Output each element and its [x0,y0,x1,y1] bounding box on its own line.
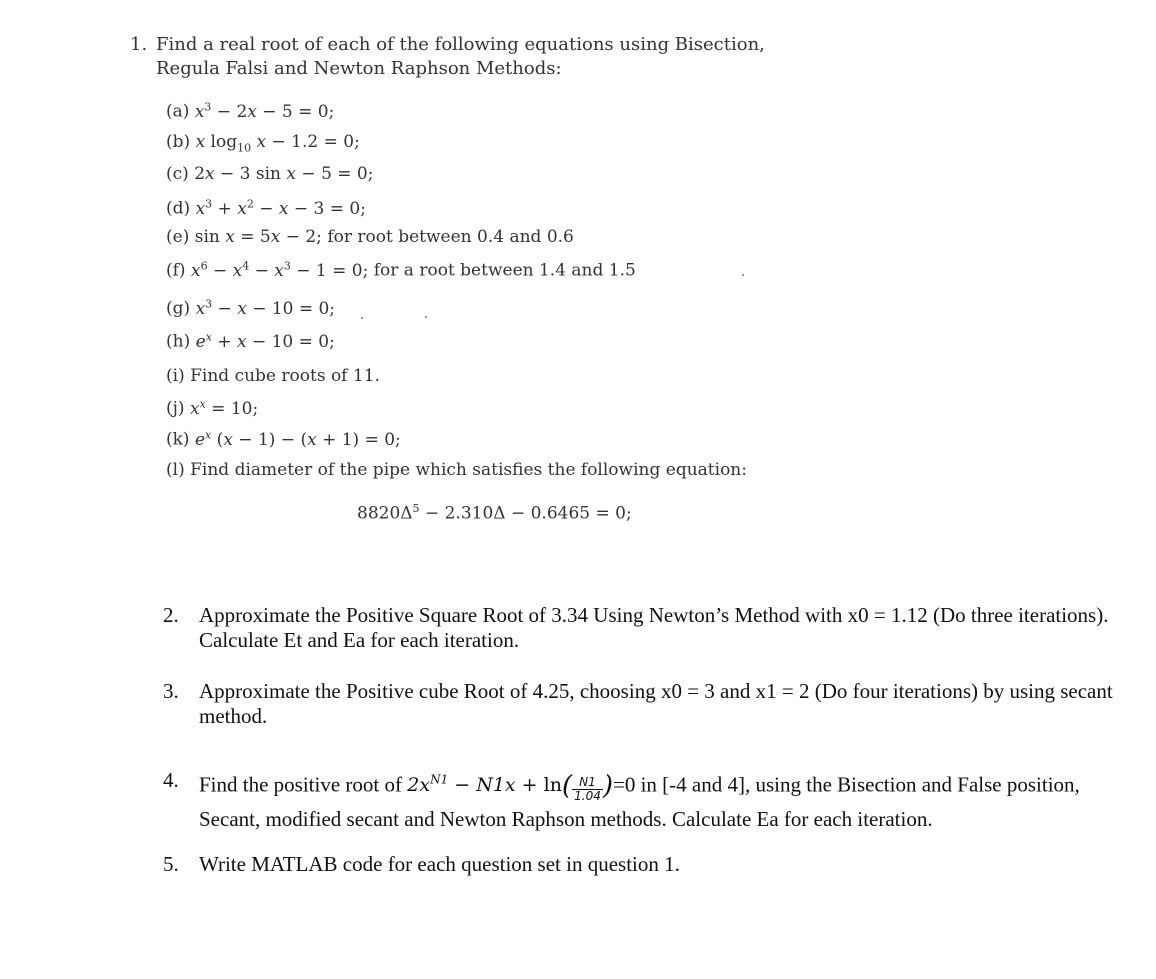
question-5 [163,852,1123,877]
question-number: 5. [163,852,179,876]
sub-item-i [166,366,380,386]
item-label: (k) [166,429,190,450]
item-text: Find cube roots of 11. [190,366,380,386]
question-suffix: =0 in [-4 and 4], using the Bisection and False position, Secant, modified secant and Newton Raphson methods. Calculate Ea for each iteration. [199,772,1080,832]
question-1 [130,33,830,81]
question-prefix: Find the positive root of [199,772,402,797]
question-formula: $2x^{N1} - N1x + \ln$( $\frac{N1}{1.04}$ ) [407,771,613,804]
question-number: 4. [163,768,179,792]
question-text: Approximate the Positive Square Root of 3.34 Using Newton’s Method with x0 = 1.12 (Do three iterations). Calculate Et and Ea for each iteration. [199,603,1109,652]
item-text: for root between 0.4 and 0.6 [327,227,574,247]
scan-speck [742,274,744,276]
question-2 [163,603,1123,653]
sub-item-g [166,297,335,319]
item-label: (f) [166,260,186,281]
equation: sin x = 5x − 2; [194,227,322,247]
question-text: Approximate the Positive cube Root of 4.25, choosing x0 = 3 and x1 = 2 (Do four iterations) by using secant method. [199,679,1113,728]
question-number: 2. [163,603,179,627]
item-text: Find diameter of the pipe which satisfies the following equation: [190,460,747,480]
scan-speck [425,316,427,318]
question-3 [163,679,1123,729]
scan-speck [361,317,363,319]
item-label: (a) [166,101,190,122]
equation: $x^3 + x^2 - x - 3 = 0$; [195,197,366,219]
item-label: (h) [166,331,191,352]
sub-item-a [166,100,334,122]
sub-item-j [166,397,258,419]
item-label: (i) [166,366,185,386]
sub-item-h [166,330,335,352]
item-label: (j) [166,398,185,419]
item-text: for a root between 1.4 and 1.5 [373,260,636,281]
equation: $x^3 - x - 10 = 0$; [195,297,336,319]
pipe-equation: $8820\Delta^5 - 2.310\Delta - 0.6465 = 0$; [357,502,632,524]
question-4 [163,764,1123,836]
equation: 2x − 3 sin x − 5 = 0; [194,164,374,184]
equation: $x^3 - 2x - 5 = 0$; [194,100,335,122]
question-number: 3. [163,679,179,703]
item-label: (e) [166,227,190,247]
sub-item-l [166,460,747,480]
item-label: (l) [166,460,185,480]
question-number: 1. [130,34,148,55]
question-text: Write MATLAB code for each question set in question 1. [199,852,680,876]
sub-item-k [166,428,401,450]
sub-item-f [166,259,636,281]
equation: $x^x = 10$; [189,397,259,419]
sub-item-b [166,132,360,154]
equation: x $\log_{10} x - 1.2 = 0$; [195,132,360,155]
item-label: (b) [166,132,191,152]
equation: $e^x + x - 10 = 0$; [195,330,335,352]
item-label: (d) [166,198,191,219]
item-label: (c) [166,164,189,184]
question-body [199,764,1123,836]
equation: $x^6 - x^4 - x^3 - 1 = 0$; [190,259,369,281]
sub-item-c [166,164,373,184]
sub-item-d [166,197,366,219]
question-text: Find a real root of each of the following equations using Bisection, Regula Falsi and Newton Raphson Methods: [156,34,765,79]
sub-item-e [166,227,574,247]
equation: $e^x$ (x − 1) − (x + 1) = 0; [194,428,401,450]
item-label: (g) [166,298,191,319]
